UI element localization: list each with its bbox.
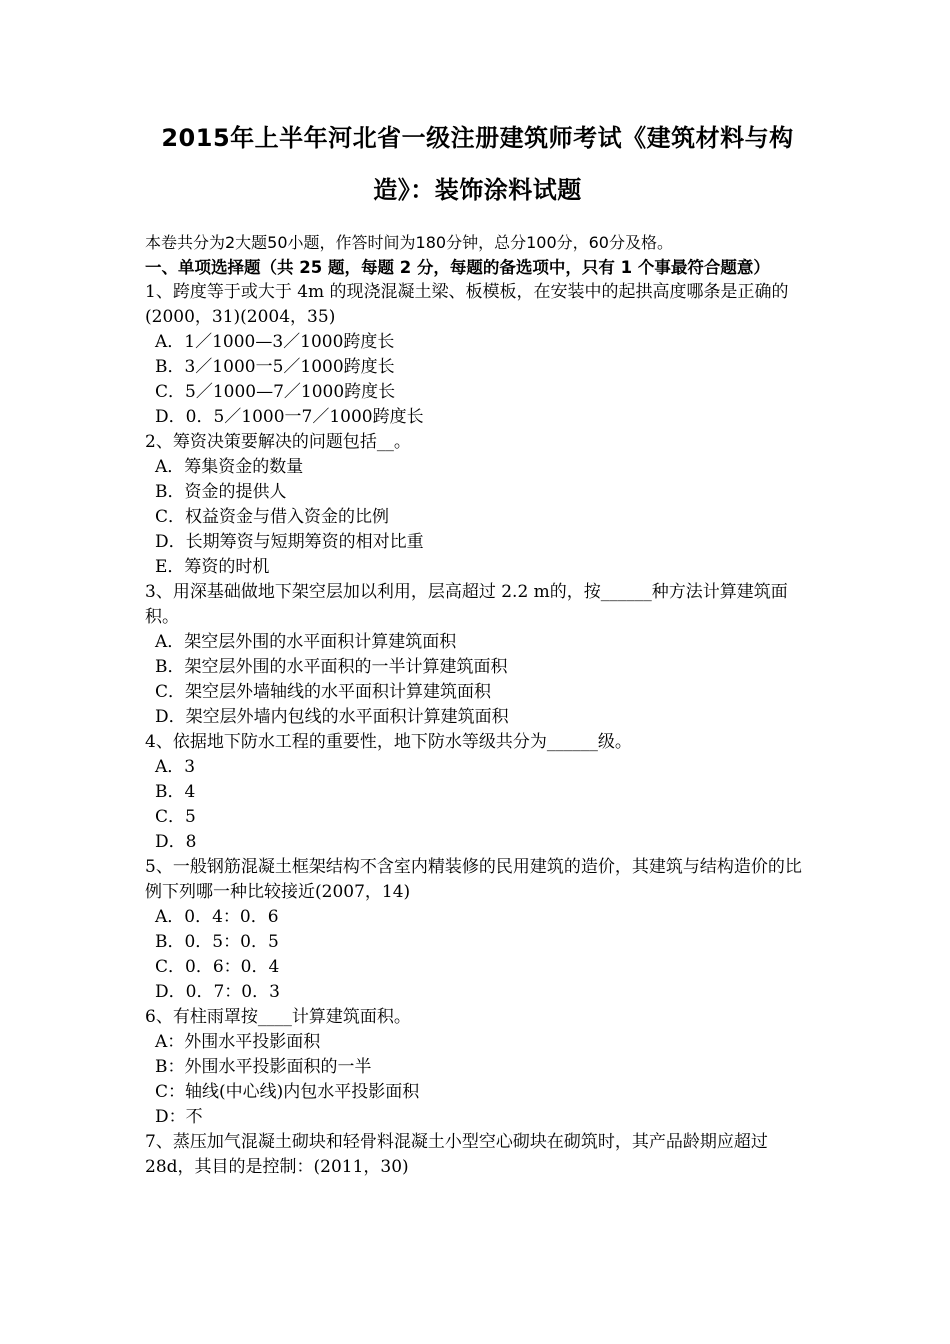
option-b: B．3／1000一5／1000跨度长 [155,357,395,377]
option-a: A．1／1000—3／1000跨度长 [155,332,395,352]
question-2 [145,430,810,580]
question-text: 1、跨度等于或大于 4m 的现浇混凝土梁、板模板，在安装中的起拱高度哪条是正确的(2000，31)(2004，35) [145,282,789,327]
section-heading: 一、单项选择题（共 25 题，每题 2 分，每题的备选项中，只有 1 个事最符合题意） [145,258,770,277]
question-1 [145,280,810,430]
question-5 [145,855,810,1005]
option-c: C．5／1000—7／1000跨度长 [155,382,396,402]
option-c: C．权益资金与借入资金的比例 [155,507,390,527]
question-7 [145,1130,810,1180]
option-c: C．5 [155,807,196,827]
option-c: C．0．6：0．4 [155,957,280,977]
option-c: C．架空层外墙轴线的水平面积计算建筑面积 [155,682,492,702]
exam-intro: 本卷共分为2大题50小题，作答时间为180分钟，总分100分，60分及格。 [145,233,673,252]
question-3 [145,580,810,730]
document-page [145,112,810,1180]
question-text: 3、用深基础做地下架空层加以利用，层高超过 2.2 m的，按______种方法计算建筑面积。 [145,582,788,627]
question-text: 6、有柱雨罩按____计算建筑面积。 [145,1007,411,1027]
question-6 [145,1005,810,1130]
question-text: 4、依据地下防水工程的重要性，地下防水等级共分为______级。 [145,732,632,752]
option-d: D．架空层外墙内包线的水平面积计算建筑面积 [155,707,509,727]
option-d: D．0．7：0．3 [155,982,280,1002]
option-b: B．架空层外围的水平面积的一半计算建筑面积 [155,657,508,677]
option-a: A．3 [155,757,196,777]
option-d: D．长期筹资与短期筹资的相对比重 [155,532,424,552]
option-b: B．资金的提供人 [155,482,287,502]
option-c: C：轴线(中心线)内包水平投影面积 [155,1082,420,1102]
option-a: A．筹集资金的数量 [155,457,304,477]
option-e: E．筹资的时机 [155,557,270,577]
option-a: A：外围水平投影面积 [155,1032,321,1052]
question-4 [145,730,810,855]
option-d: D．0．5／1000一7／1000跨度长 [155,407,424,427]
option-b: B：外围水平投影面积的一半 [155,1057,372,1077]
question-text: 5、一般钢筋混凝土框架结构不含室内精装修的民用建筑的造价，其建筑与结构造价的比例下列哪一种比较接近(2007，14) [145,857,802,902]
document-title: 2015年上半年河北省一级注册建筑师考试《建筑材料与构造》：装饰涂料试题 [161,124,794,204]
option-a: A．0．4：0．6 [155,907,279,927]
option-d: D．8 [155,832,197,852]
option-b: B．0．5：0．5 [155,932,279,952]
option-a: A．架空层外围的水平面积计算建筑面积 [155,632,457,652]
option-d: D：不 [155,1107,203,1127]
option-b: B．4 [155,782,196,802]
question-text: 7、蒸压加气混凝土砌块和轻骨料混凝土小型空心砌块在砌筑时，其产品龄期应超过 28d，其目的是控制：(2011，30) [145,1132,768,1177]
question-text: 2、筹资决策要解决的问题包括__。 [145,432,411,452]
